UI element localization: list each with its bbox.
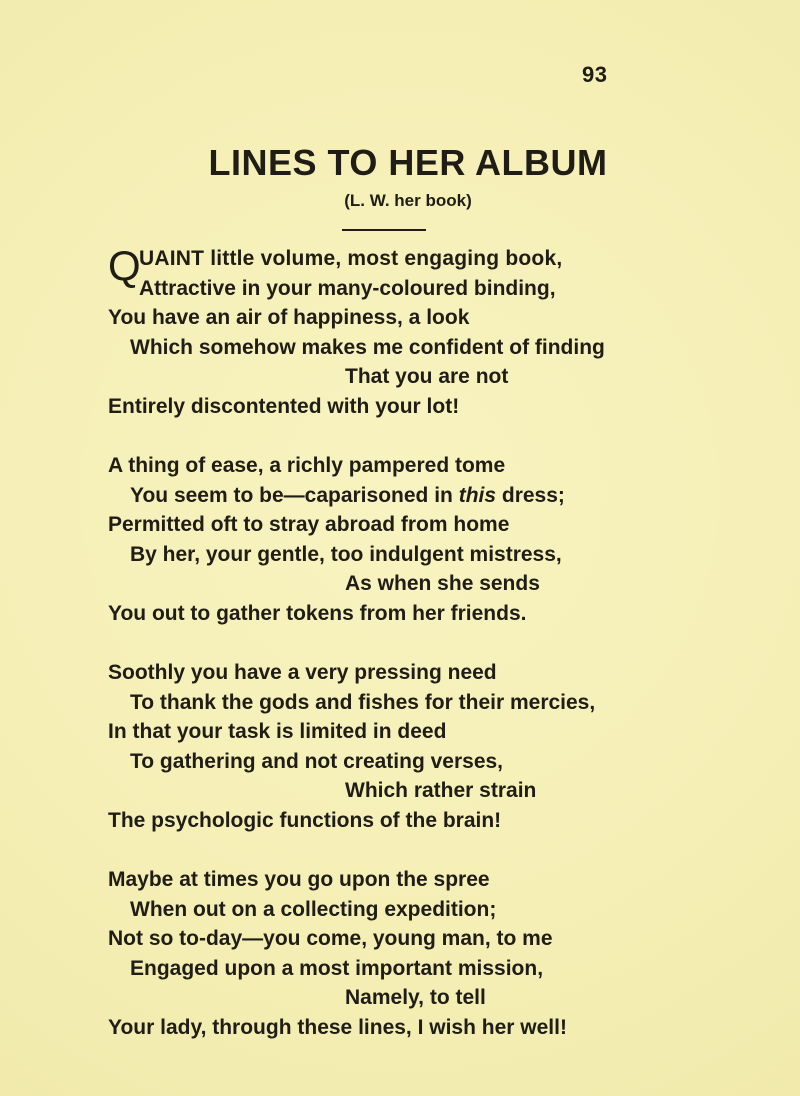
stanza-3-line-3: In that your task is limited in deed: [108, 720, 447, 743]
stanza-3-line-5: Which rather strain: [345, 779, 537, 802]
stanza-1-line-6: Entirely discontented with your lot!: [108, 394, 460, 418]
stanza-1: [108, 244, 668, 421]
stanza-2-line-2: [108, 481, 668, 511]
stanza-2-line-5: As when she sends: [345, 572, 540, 595]
stanza-1-line-4: Which somehow makes me confident of finding: [130, 335, 605, 359]
page-number: 93: [582, 62, 608, 87]
stanza-4-line-5: Namely, to tell: [345, 986, 486, 1009]
stanza-3-line-6: The psychologic functions of the brain!: [108, 808, 502, 832]
stanza-2: [108, 451, 668, 628]
stanza-2-line-3: Permitted oft to stray abroad from home: [108, 513, 510, 536]
stanza-4-line-4: Engaged upon a most important mission,: [130, 956, 544, 980]
poem-body: [108, 244, 668, 1072]
stanza-2-line-2-start: You seem to be—caparisoned in: [130, 483, 459, 507]
stanza-3-line-4: To gathering and not creating verses,: [130, 749, 504, 773]
stanza-3-line-2: To thank the gods and fishes for their mercies,: [130, 690, 596, 714]
stanza-2-line-1: A thing of ease, a richly pampered tome: [108, 454, 506, 477]
stanza-4-line-3: Not so to-day—you come, young man, to me: [108, 927, 553, 950]
title-divider: [342, 229, 426, 231]
poem-title: LINES TO HER ALBUM: [208, 142, 608, 183]
stanza-2-line-4: By her, your gentle, too indulgent mistress,: [130, 542, 562, 566]
stanza-1-line-3: You have an air of happiness, a look: [108, 306, 470, 329]
stanza-1-line-5: That you are not: [345, 365, 509, 388]
stanza-2-line-6: You out to gather tokens from her friends.: [108, 601, 527, 625]
stanza-4-line-2: When out on a collecting expedition;: [130, 897, 497, 921]
drop-cap-letter: Q: [108, 242, 141, 289]
stanza-1-line-1-text: UAINT little volume, most engaging book,: [139, 247, 563, 270]
stanza-3-line-1: Soothly you have a very pressing need: [108, 661, 497, 684]
stanza-4: [108, 865, 668, 1042]
stanza-2-line-2-end: dress;: [496, 483, 565, 507]
stanza-3: [108, 658, 668, 835]
stanza-1-line-2: Attractive in your many-coloured binding,: [139, 276, 556, 300]
stanza-4-line-1: Maybe at times you go upon the spree: [108, 868, 490, 891]
stanza-2-line-2-italic-word: this: [458, 483, 497, 507]
poem-subtitle: (L. W. her book): [344, 191, 472, 210]
stanza-4-line-6: Your lady, through these lines, I wish her well!: [108, 1015, 567, 1039]
